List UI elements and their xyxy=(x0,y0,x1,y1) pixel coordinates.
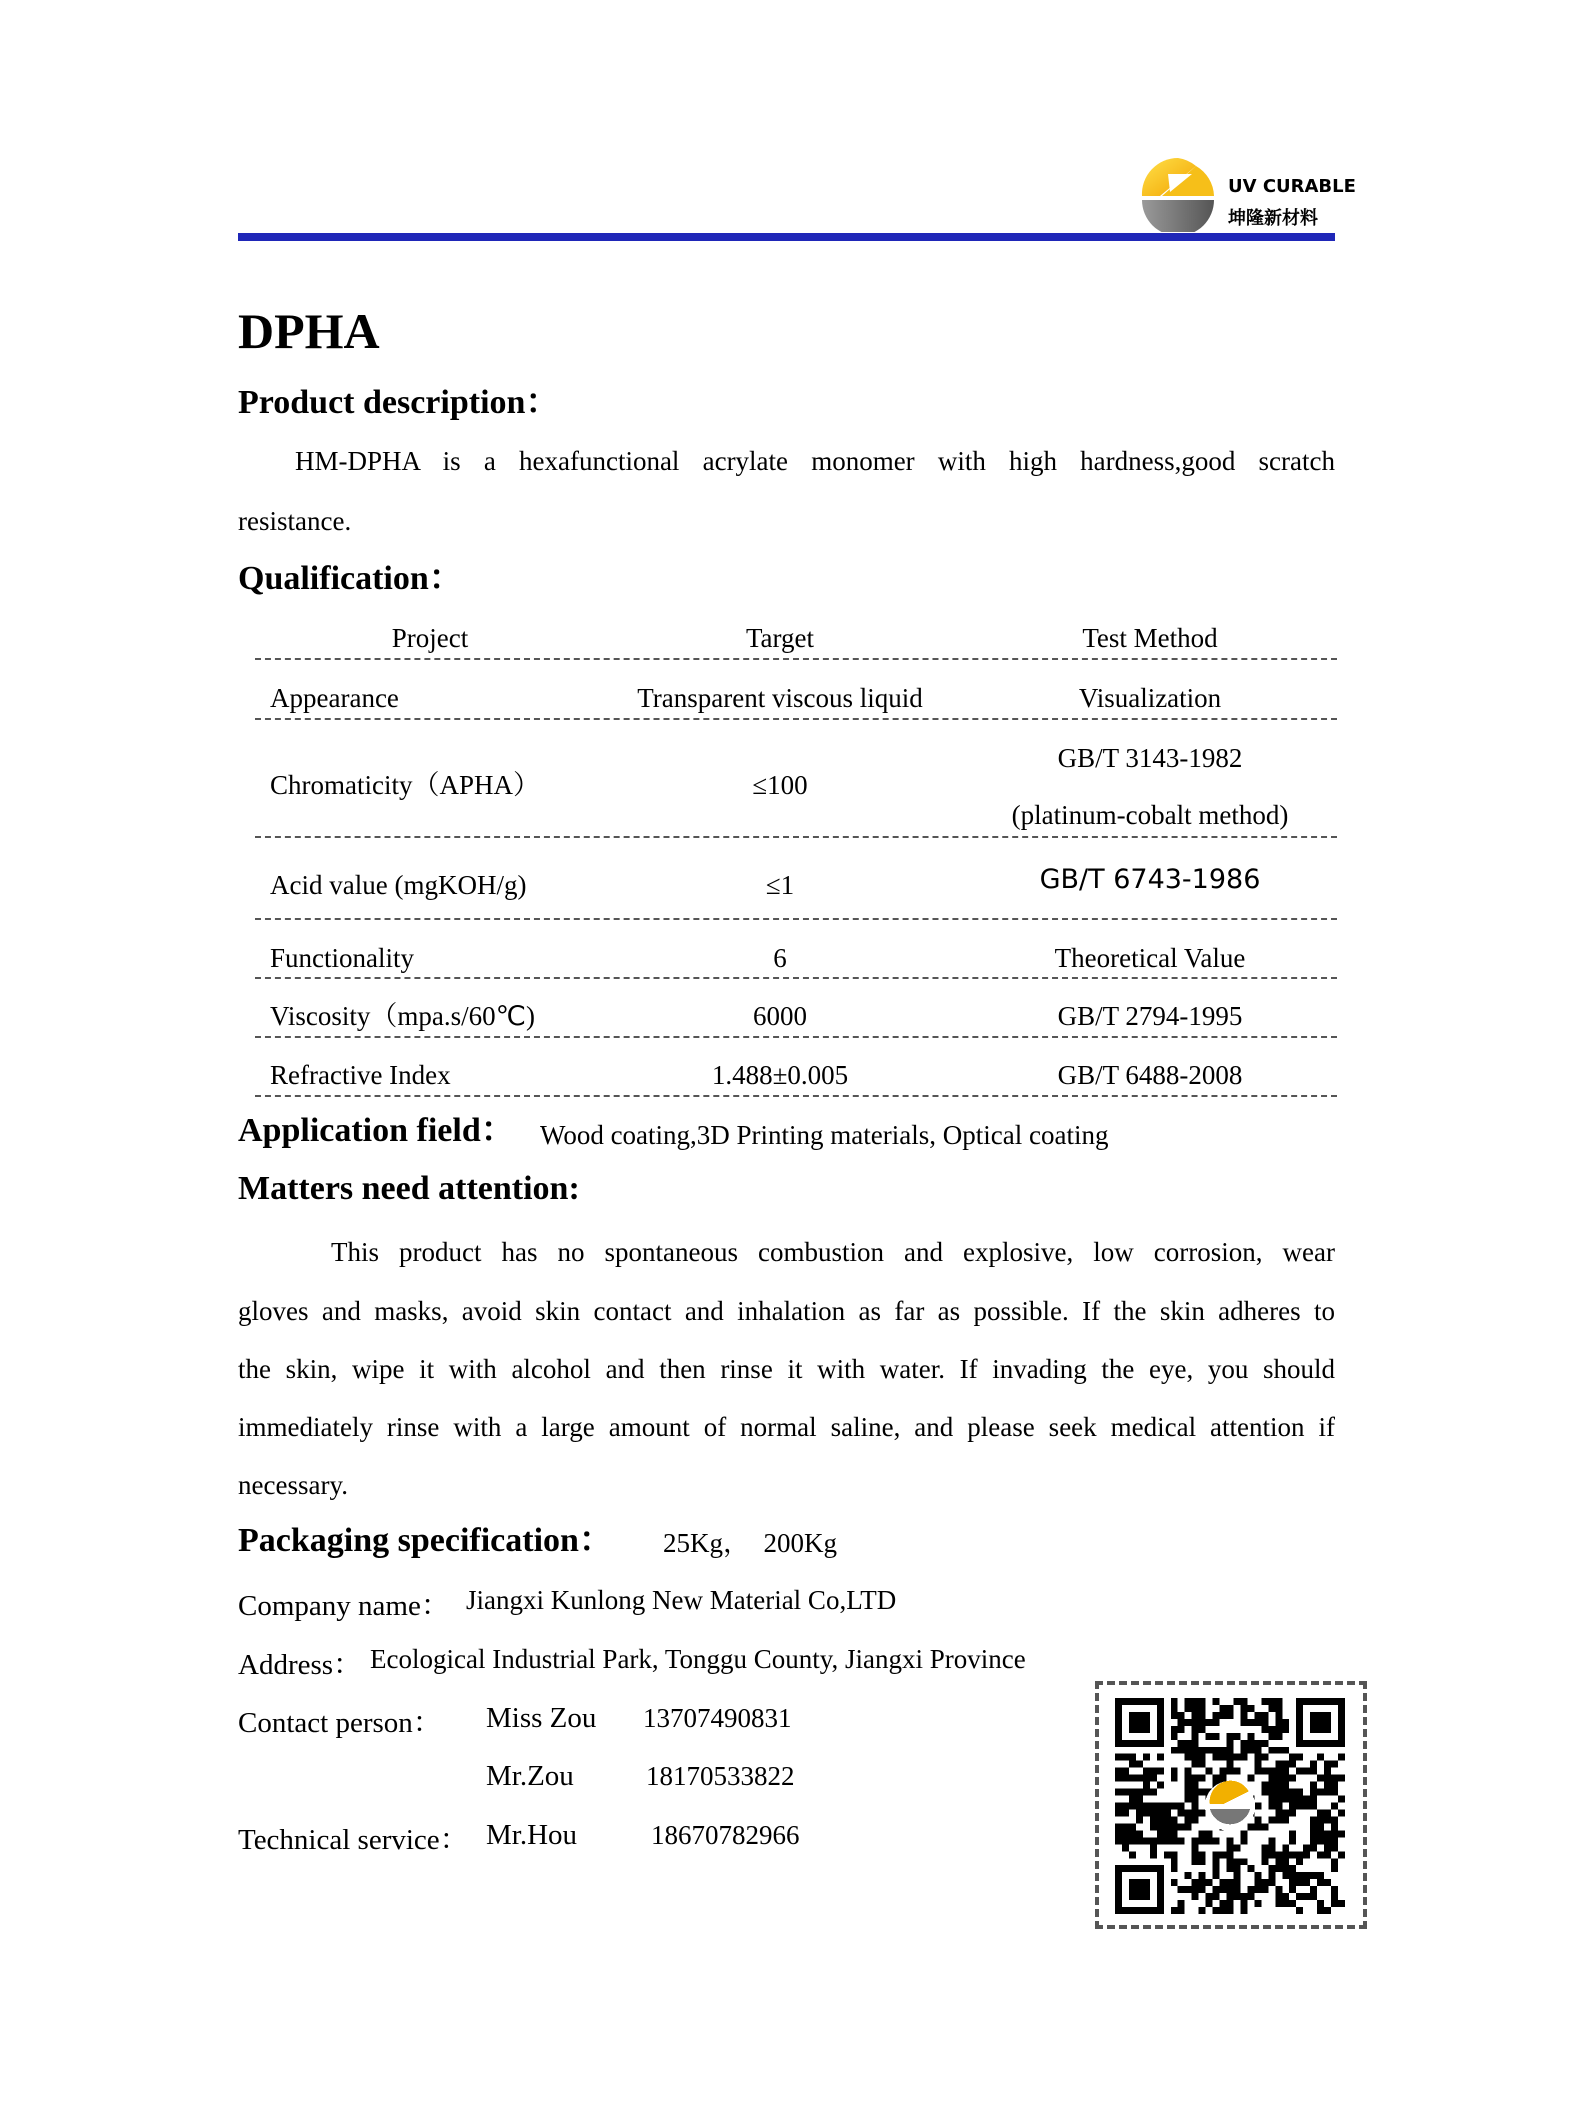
contact-name-1: Miss Zou xyxy=(486,1702,597,1734)
packaging-heading: Packaging specification： xyxy=(238,1522,613,1559)
row-viscosity-method: GB/T 2794-1995 xyxy=(1057,1001,1243,1031)
row-chromaticity-method-note: (platinum-cobalt method) xyxy=(1011,800,1289,830)
product-title: DPHA xyxy=(238,303,380,359)
kunlong-logo-icon xyxy=(1140,156,1216,232)
brand-name-cn: 坤隆新材料 xyxy=(1228,208,1318,229)
row-chromaticity-project: Chromaticity（APHA） xyxy=(270,770,540,800)
row-appearance-project: Appearance xyxy=(270,683,399,713)
qualification-heading: Qualification： xyxy=(238,560,463,597)
product-description-line-2: resistance. xyxy=(238,506,352,536)
product-description-line-1: HM-DPHA is a hexafunctional acrylate monomer with high hardness,good scratch xyxy=(295,446,1335,476)
attention-line-4: immediately rinse with a large amount of normal saline, and please seek medical attention if xyxy=(238,1412,1335,1442)
product-description-heading: Product description： xyxy=(238,384,560,421)
row-functionality-method: Theoretical Value xyxy=(1054,943,1246,973)
row-refractive-index-target: 1.488±0.005 xyxy=(711,1060,849,1090)
application-field-heading: Application field： xyxy=(238,1112,515,1149)
attention-line-5: necessary. xyxy=(238,1470,348,1500)
table-divider xyxy=(255,836,1337,838)
column-header-test-method: Test Method xyxy=(1082,623,1218,653)
qr-code-icon xyxy=(1115,1697,1345,1915)
attention-line-2: gloves and masks, avoid skin contact and inhalation as far as possible. If the skin adheres to xyxy=(238,1296,1335,1326)
table-divider xyxy=(255,718,1337,720)
address-text: Ecological Industrial Park, Tonggu County, Jiangxi Province xyxy=(370,1644,1026,1674)
row-refractive-index-method: GB/T 6488-2008 xyxy=(1057,1060,1243,1090)
address-label: Address： xyxy=(238,1649,363,1681)
company-name: Jiangxi Kunlong New Material Co,LTD xyxy=(466,1585,897,1615)
header-divider xyxy=(238,233,1335,241)
row-chromaticity-method: GB/T 3143-1982 xyxy=(1057,743,1243,773)
table-divider xyxy=(255,918,1337,920)
brand-name-en: UV CURABLE xyxy=(1228,176,1356,197)
contact-phone-2: 18170533822 xyxy=(646,1761,795,1791)
technical-service-label: Technical service： xyxy=(238,1824,469,1856)
table-divider xyxy=(255,658,1337,660)
technical-service-phone: 18670782966 xyxy=(651,1820,800,1850)
row-refractive-index-project: Refractive Index xyxy=(270,1060,451,1090)
row-chromaticity-target: ≤100 xyxy=(752,770,808,800)
attention-line-1: This product has no spontaneous combustion and explosive, low corrosion, wear xyxy=(331,1237,1335,1267)
contact-person-label: Contact person： xyxy=(238,1707,442,1739)
table-divider xyxy=(255,1095,1337,1097)
technical-service-name: Mr.Hou xyxy=(486,1819,578,1851)
column-header-target: Target xyxy=(745,623,815,653)
row-viscosity-target: 6000 xyxy=(753,1001,807,1031)
attention-heading: Matters need attention: xyxy=(238,1170,580,1207)
row-appearance-target: Transparent viscous liquid xyxy=(637,683,923,713)
packaging-text: 25Kg， 200Kg xyxy=(663,1528,837,1558)
row-appearance-method: Visualization xyxy=(1078,683,1222,713)
column-header-project: Project xyxy=(391,623,469,653)
row-acid-value-method: GB/T 6743-1986 xyxy=(1039,864,1261,895)
company-name-label: Company name： xyxy=(238,1590,450,1622)
row-acid-value-target: ≤1 xyxy=(765,870,795,900)
row-functionality-target: 6 xyxy=(773,943,787,973)
contact-phone-1: 13707490831 xyxy=(643,1703,792,1733)
row-viscosity-project: Viscosity（mpa.s/60℃) xyxy=(270,1001,535,1031)
contact-name-2: Mr.Zou xyxy=(486,1760,574,1792)
table-divider xyxy=(255,1036,1337,1038)
table-divider xyxy=(255,977,1337,979)
row-acid-value-project: Acid value (mgKOH/g) xyxy=(270,870,527,900)
attention-line-3: the skin, wipe it with alcohol and then rinse it with water. If invading the eye, you should xyxy=(238,1354,1335,1384)
row-functionality-project: Functionality xyxy=(270,943,414,973)
application-field-text: Wood coating,3D Printing materials, Optical coating xyxy=(540,1120,1109,1150)
